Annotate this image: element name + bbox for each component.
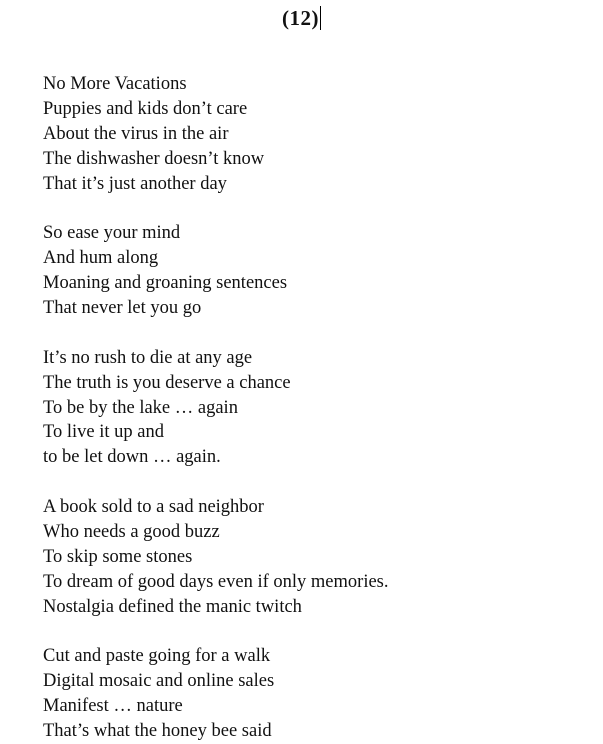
poem-line: No More Vacations — [43, 74, 187, 94]
stanza-3 — [43, 346, 593, 470]
poem-line: That it’s just another day — [43, 173, 227, 194]
poem-line: That never let you go — [43, 298, 202, 319]
poem-line: Digital mosaic and online sales — [43, 671, 275, 692]
poem-line: Puppies and kids don’t care — [43, 98, 248, 119]
poem-line: It’s no rush to die at any age — [43, 347, 253, 368]
poem-line: Who needs a good buzz — [43, 522, 220, 543]
poem-line: Manifest … nature — [43, 696, 183, 717]
poem-line: So ease your mind — [43, 223, 181, 244]
poem-line: Nostalgia defined the manic twitch — [43, 596, 302, 617]
poem-line: And hum along — [43, 248, 159, 269]
poem-line: Moaning and groaning sentences — [43, 273, 288, 294]
page-number: (12) — [282, 6, 319, 30]
poem-line: The dishwasher doesn’t know — [43, 148, 265, 169]
stanza-1 — [43, 72, 593, 196]
poem-line: The truth is you deserve a chance — [43, 372, 291, 393]
poem-body[interactable] — [43, 72, 593, 744]
poem-line: About the virus in the air — [43, 123, 229, 144]
poem-line: To skip some stones — [43, 546, 193, 567]
poem-line: That’s what the honey bee said — [43, 721, 272, 742]
poem-line: To live it up and — [43, 422, 164, 443]
stanza-2 — [43, 221, 593, 321]
stanza-4 — [43, 495, 593, 619]
poem-line: Cut and paste going for a walk — [43, 646, 271, 667]
poem-line: To be by the lake … again — [43, 397, 238, 418]
text-cursor — [320, 6, 321, 30]
page-number-header — [0, 4, 603, 32]
poem-line: To dream of good days even if only memories. — [43, 571, 389, 592]
poem-line: A book sold to a sad neighbor — [43, 497, 264, 518]
stanza-5 — [43, 644, 593, 744]
poem-line: to be let down … again. — [43, 447, 221, 468]
